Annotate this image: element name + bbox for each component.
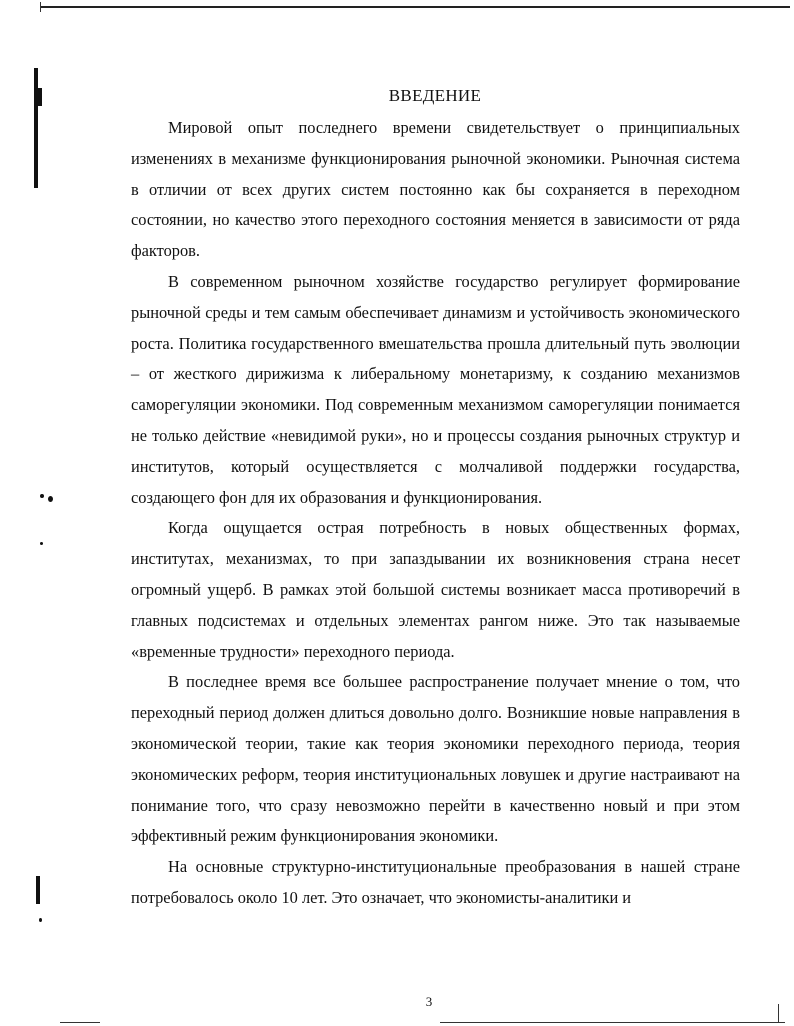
scan-edge-bottom xyxy=(60,1022,100,1023)
scan-speck xyxy=(40,494,44,498)
paragraph: На основные структурно-институциональные преобразования в нашей стране потребовалось около 10 лет. Это означает, что экономисты-аналитики и xyxy=(131,857,740,907)
scan-mark xyxy=(40,2,41,12)
document-body xyxy=(131,113,740,914)
page-number: 3 xyxy=(425,994,433,1009)
section-title: ВВЕДЕНИЕ xyxy=(388,86,482,105)
paragraph: В современном рыночном хозяйстве государство регулирует формирование рыночной среды и тем самым обеспечивает динамизм и устойчивость экономического роста. Политика государственного вмешательства прошла длительный путь эволюции – от жесткого дирижизма к либеральному монетаризму, к созданию механизмов саморегуляции экономики. Под современным механизмом саморегуляции понимается не только действие «невидимой руки», но и процессы создания рыночных структур и институтов, который осуществляется с молчаливой поддержки государства, создающего фон для их образования и функционирования. xyxy=(131,271,740,507)
scan-edge-bottom xyxy=(440,1022,785,1023)
scan-speck xyxy=(48,496,53,502)
scan-edge-top xyxy=(40,6,790,8)
paragraph: Когда ощущается острая потребность в новых общественных формах, институтах, механизмах, то при запаздывании их возникновения страна несет огромный ущерб. В рамках этой большой системы возникает масса противоречий в главных подсистемах и отдельных элементах рангом ниже. Это так называемые «временные трудности» переходного периода. xyxy=(131,518,740,661)
paragraph: Мировой опыт последнего времени свидетельствует о принципиальных изменениях в механизме функционирования рыночной экономики. Рыночная система в отличии от всех других систем постоянно как бы сохраняется в переходном состоянии, но качество этого переходного состояния меняется в зависимости от ряда факторов. xyxy=(131,118,740,261)
binding-mark xyxy=(36,876,40,904)
binding-mark xyxy=(38,88,42,106)
scan-speck xyxy=(39,918,42,922)
binding-mark xyxy=(34,68,38,188)
scan-mark xyxy=(778,1004,779,1022)
paragraph: В последнее время все большее распространение получает мнение о том, что переходный период должен длиться довольно долго. Возникшие новые направления в экономической теории, такие как теория экономики переходного периода, теория экономических реформ, теория институциональных ловушек и другие настраивают на понимание того, что сразу невозможно перейти в качественно новый и при этом эффективный режим функционирования экономики. xyxy=(131,672,740,846)
scan-speck xyxy=(40,542,43,545)
